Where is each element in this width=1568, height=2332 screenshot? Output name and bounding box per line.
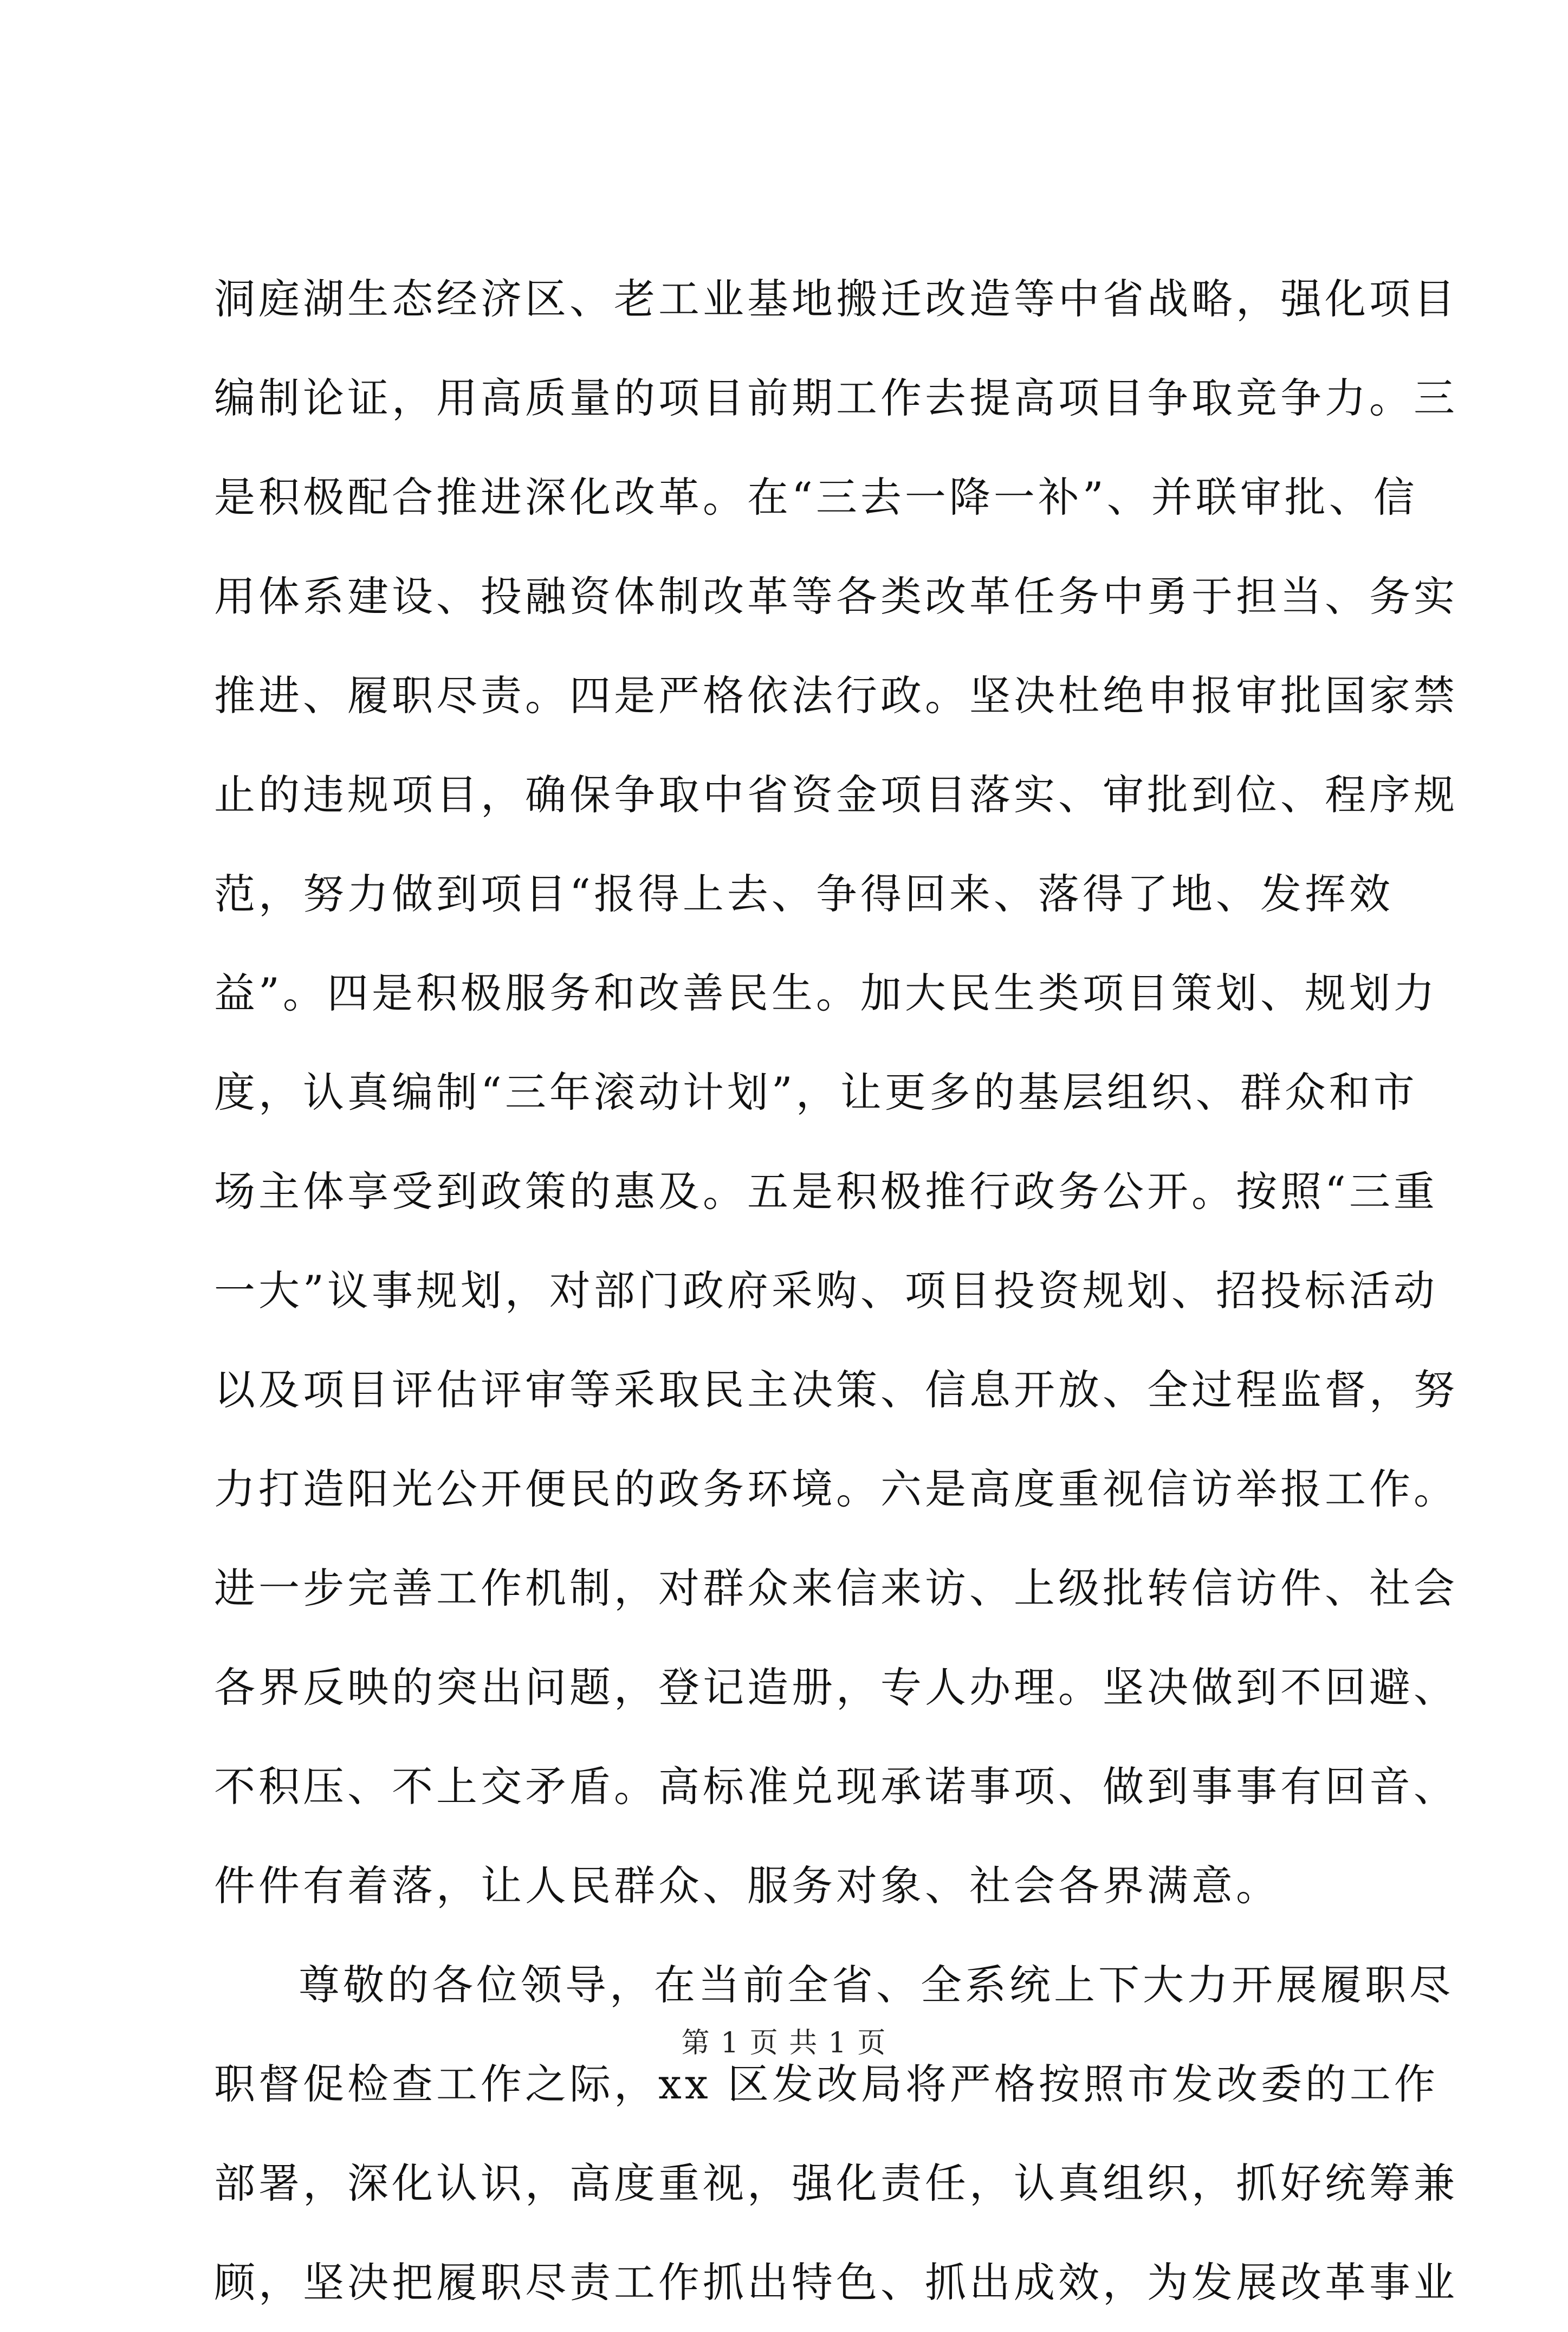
paragraph-1	[214, 249, 1458, 1935]
text-line: 止的违规项目，确保争取中省资金项目落实、审批到位、程序规	[214, 771, 1458, 819]
text-line: 件件有着落，让人民群众、服务对象、社会各界满意。	[214, 1862, 1280, 1910]
text-line: 以及项目评估评审等采取民主决策、信息开放、全过程监督，努	[214, 1366, 1458, 1414]
text-line: 尊敬的各位领导，在当前全省、全系统上下大力开展履职尽	[299, 1961, 1454, 2009]
text-line: 一大”议事规划，对部门政府采购、项目投资规划、招投标活动	[214, 1267, 1438, 1315]
text-line: 部署，深化认识，高度重视，强化责任，认真组织，抓好统筹兼	[214, 2159, 1458, 2207]
text-line: 进一步完善工作机制，对群众来信来访、上级批转信访件、社会	[214, 1564, 1458, 1612]
text-line: 各界反映的突出问题，登记造册，专人办理。坚决做到不回避、	[214, 1663, 1458, 1711]
text-line: 编制论证，用高质量的项目前期工作去提高项目争取竞争力。三	[214, 374, 1458, 422]
text-line: 推进、履职尽责。四是严格依法行政。坚决杜绝申报审批国家禁	[214, 671, 1458, 720]
page-footer: 第 1 页 共 1 页	[681, 2027, 887, 2059]
text-line: 用体系建设、投融资体制改革等各类改革任务中勇于担当、务实	[214, 572, 1458, 621]
text-line: 职督促检查工作之际，xx 区发改局将严格按照市发改委的工作	[214, 2060, 1439, 2108]
paragraph-2	[214, 1935, 1458, 2332]
text-line: 顾，坚决把履职尽责工作抓出特色、抓出成效，为发展改革事业	[214, 2258, 1458, 2307]
text-line: 范，努力做到项目“报得上去、争得回来、落得了地、发挥效	[214, 870, 1394, 918]
text-line: 场主体享受到政策的惠及。五是积极推行政务公开。按照“三重	[214, 1167, 1438, 1216]
text-line: 是积极配合推进深化改革。在“三去一降一补”、并联审批、信	[214, 473, 1418, 521]
text-line: 度，认真编制“三年滚动计划”，让更多的基层组织、群众和市	[214, 1068, 1418, 1116]
document-body	[214, 249, 1458, 2332]
text-line: 力打造阳光公开便民的政务环境。六是高度重视信访举报工作。	[214, 1465, 1458, 1513]
text-line: 益”。四是积极服务和改善民生。加大民生类项目策划、规划力	[214, 969, 1438, 1017]
text-line: 洞庭湖生态经济区、老工业基地搬迁改造等中省战略，强化项目	[214, 275, 1458, 323]
text-line: 不积压、不上交矛盾。高标准兑现承诺事项、做到事事有回音、	[214, 1762, 1458, 1811]
